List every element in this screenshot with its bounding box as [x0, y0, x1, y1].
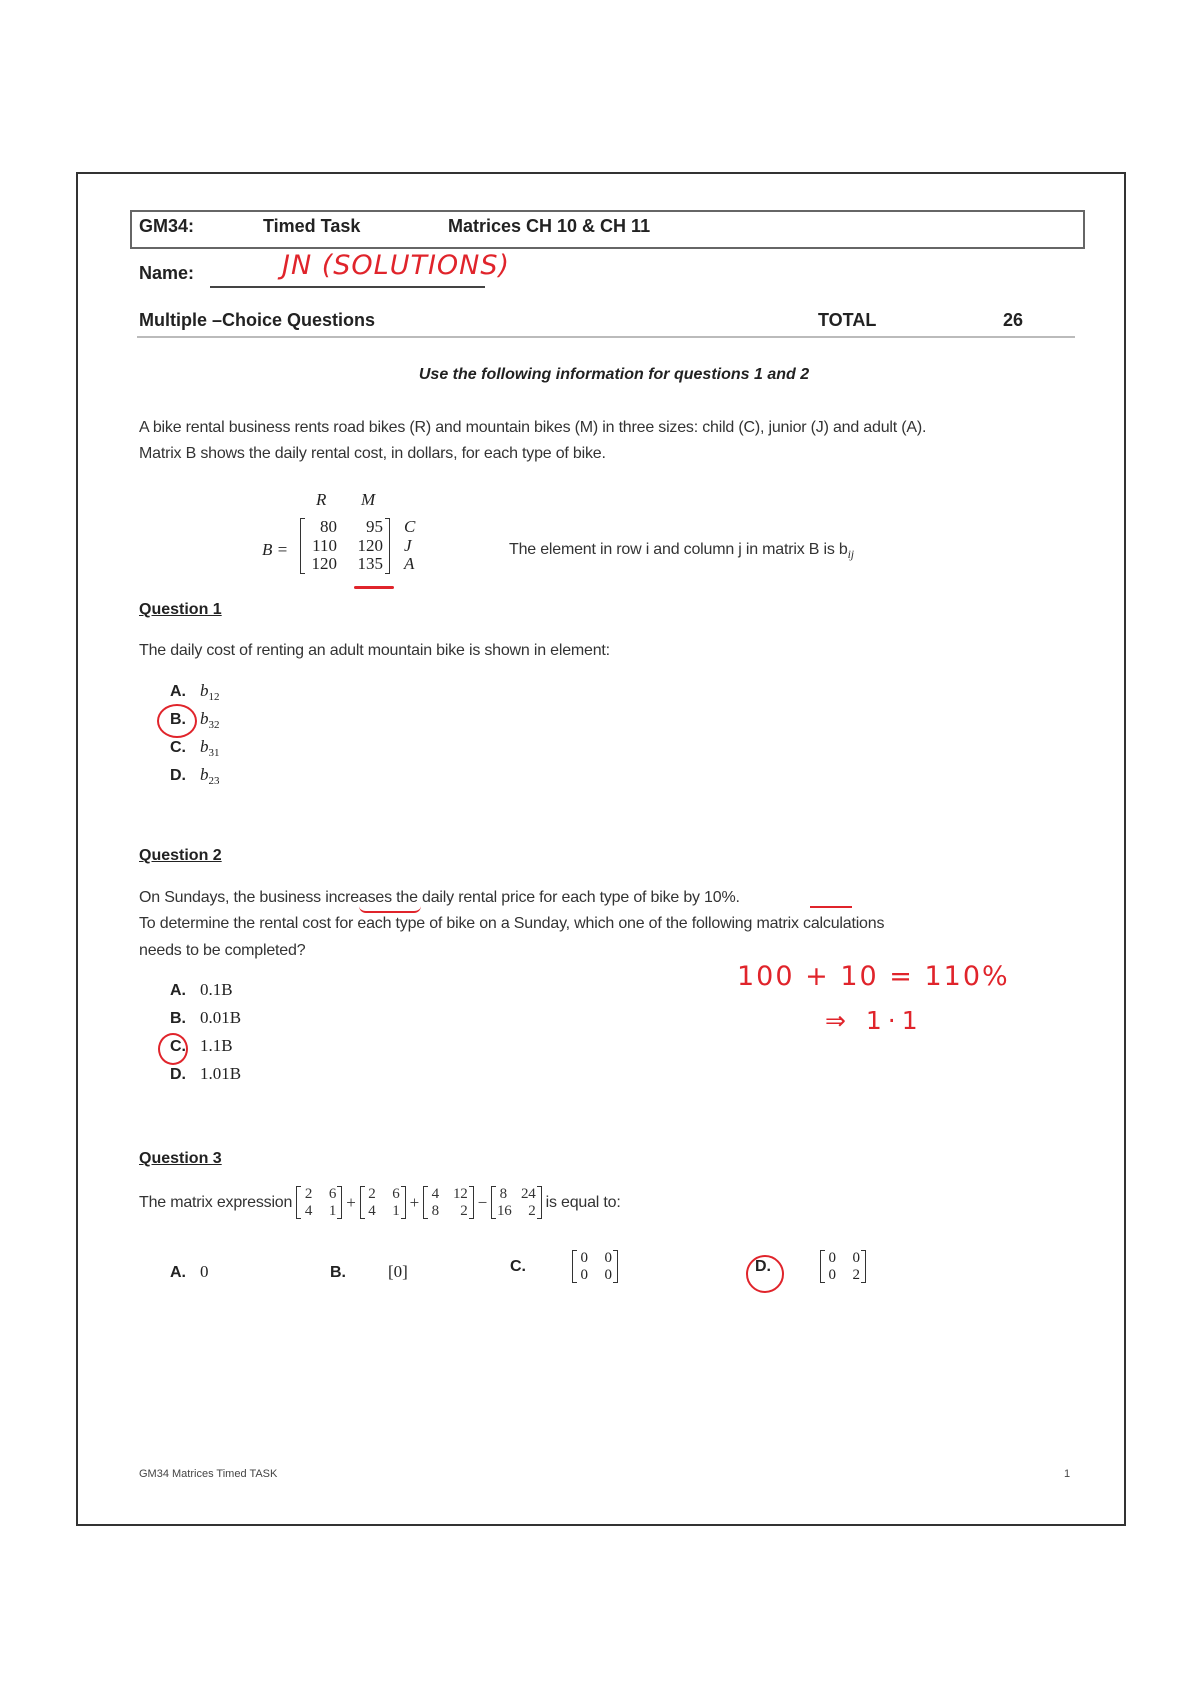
matrix-name: B =: [262, 540, 289, 559]
q3-text-post: is equal to:: [545, 1193, 621, 1211]
question-2-title: Question 2: [139, 847, 222, 864]
q3-option-c[interactable]: [510, 1250, 618, 1283]
task-topic: Matrices CH 10 & CH 11: [448, 216, 651, 236]
matrix-cell: 0: [828, 1250, 836, 1266]
option-value: 0.01B: [200, 1008, 242, 1027]
option-value: b: [200, 681, 209, 700]
option-letter: B.: [170, 711, 186, 728]
element-note: [509, 541, 854, 562]
element-note-sub: ij: [847, 547, 854, 562]
matrix-cell: 4: [304, 1202, 313, 1219]
q3-matrix-3: [423, 1186, 474, 1219]
matrix-cell: 2: [852, 1266, 860, 1283]
annotation-underline-135: [354, 586, 394, 589]
question-2-text-3: needs to be completed?: [139, 942, 306, 959]
instruction: Use the following information for questions 1 and 2: [418, 366, 810, 383]
handwritten-working-1: 100 + 10 = 110%: [737, 961, 1010, 992]
matrix-cell: 6: [328, 1186, 337, 1202]
matrix-cell: 120: [357, 535, 383, 555]
option-letter: A.: [170, 1264, 186, 1281]
matrix-cell: 0: [604, 1250, 612, 1266]
matrix-cell: 110: [312, 535, 337, 555]
option-value: 0.1B: [200, 980, 233, 999]
col-label-r: R: [316, 490, 327, 509]
q1-option-a[interactable]: [170, 681, 220, 703]
option-value: b: [200, 765, 209, 784]
q3-option-a[interactable]: [170, 1262, 209, 1282]
option-matrix: [820, 1250, 866, 1283]
option-letter: D.: [755, 1257, 771, 1275]
total-label: TOTAL: [818, 310, 877, 330]
option-sub: 31: [208, 747, 220, 760]
question-3-title: Question 3: [139, 1150, 222, 1167]
footer-title: GM34 Matrices Timed TASK: [139, 1468, 278, 1480]
info-paragraph-2: Matrix B shows the daily rental cost, in dollars, for each type of bike.: [139, 445, 606, 462]
matrix-cell: 0: [852, 1250, 860, 1266]
matrix-cell: 2: [368, 1186, 376, 1202]
question-1-title: Question 1: [139, 601, 222, 618]
option-matrix: [572, 1250, 618, 1283]
info-paragraph-1: A bike rental business rents road bikes (R) and mountain bikes (M) in three sizes: child (C), junior (J) and adult (A).: [139, 419, 927, 436]
matrix-cell: 0: [604, 1266, 612, 1283]
row-label: C: [404, 517, 416, 536]
name-handwritten: JN (SOLUTIONS): [282, 250, 511, 281]
name-label: Name:: [139, 263, 195, 283]
question-1-text: The daily cost of renting an adult mountain bike is shown in element:: [139, 642, 610, 659]
matrix-cell: 2: [304, 1186, 313, 1202]
option-letter: B.: [330, 1264, 346, 1281]
q2-option-a[interactable]: [170, 980, 233, 1000]
q3-matrix-1: [296, 1186, 342, 1219]
answer-circle-q3: [746, 1255, 784, 1293]
option-letter: A.: [170, 683, 186, 700]
handwritten-working-2: ⇒ 1·1: [825, 1006, 924, 1035]
matrix-cell: 1: [392, 1202, 400, 1219]
row-labels: [404, 518, 415, 574]
section-rule: [137, 336, 1075, 338]
answer-circle-q2: [158, 1033, 188, 1065]
option-value: 1.1B: [200, 1036, 233, 1055]
matrix-cell: 120: [311, 554, 337, 574]
q3-option-b[interactable]: [330, 1262, 408, 1282]
matrix-cell: 135: [357, 554, 383, 574]
matrix-cell: 4: [368, 1202, 376, 1219]
option-letter: B.: [170, 1010, 186, 1027]
matrix-cell: 0: [828, 1266, 836, 1283]
option-value: 1.01B: [200, 1064, 242, 1083]
matrix-cell: 8: [431, 1202, 439, 1219]
matrix-cell: 6: [392, 1186, 400, 1202]
matrix-cell: 12: [452, 1186, 468, 1202]
matrix-cell: 2: [460, 1202, 468, 1219]
q3-text-pre: The matrix expression: [139, 1193, 293, 1211]
option-letter: A.: [170, 982, 186, 999]
matrix-cell: 1: [328, 1202, 337, 1219]
q3-op: +: [346, 1192, 356, 1212]
option-sub: 23: [208, 775, 220, 788]
matrix-cell: 0: [580, 1266, 588, 1283]
annotation-underline-increases: [359, 906, 421, 913]
q3-matrix-2: [360, 1186, 406, 1219]
course-code: GM34:: [139, 216, 195, 236]
option-value: b: [200, 737, 209, 756]
page-number: 1: [1064, 1468, 1071, 1480]
matrix-cell: 80: [320, 517, 337, 536]
option-letter: D.: [170, 767, 186, 784]
matrix-cell: 4: [431, 1186, 439, 1202]
q2-option-d[interactable]: [170, 1064, 241, 1084]
question-2-text-1: On Sundays, the business increases the daily rental price for each type of bike by 10%.: [139, 889, 740, 906]
option-letter: D.: [170, 1066, 186, 1083]
answer-circle-q1: [157, 704, 197, 738]
matrix-cell: 16: [496, 1202, 512, 1219]
option-value: [0]: [388, 1262, 408, 1281]
q1-option-d[interactable]: [170, 765, 220, 787]
col-label-m: M: [361, 490, 376, 509]
matrix-cell: 24: [520, 1186, 536, 1202]
task-type: Timed Task: [263, 216, 361, 236]
option-sub: 32: [208, 719, 220, 732]
option-letter: C.: [170, 1038, 186, 1055]
matrix-cell: 8: [499, 1186, 507, 1202]
matrix-b: [300, 518, 390, 574]
element-note-text: The element in row i and column j in matrix B is b: [509, 541, 848, 558]
row-label: A: [404, 554, 415, 574]
option-sub: 12: [208, 691, 220, 704]
total-value: 26: [1003, 310, 1024, 330]
q1-option-c[interactable]: [170, 737, 220, 759]
name-line: [210, 286, 485, 288]
matrix-cell: 2: [528, 1202, 536, 1219]
matrix-cell: 95: [366, 517, 383, 536]
q3-op: −: [477, 1192, 487, 1212]
option-value: b: [200, 709, 209, 728]
q2-option-b[interactable]: [170, 1008, 241, 1028]
option-letter: C.: [170, 739, 186, 756]
question-2-text-2: To determine the rental cost for each type of bike on a Sunday, which one of the following matrix calculations: [139, 915, 885, 932]
q3-op: +: [409, 1192, 419, 1212]
matrix-cell: 0: [580, 1250, 588, 1266]
option-value: 0: [200, 1262, 209, 1281]
question-3-text: [139, 1186, 621, 1219]
section-title: Multiple –Choice Questions: [139, 310, 376, 330]
row-label: J: [404, 535, 412, 555]
annotation-underline-10-percent: [810, 906, 852, 908]
option-letter: C.: [510, 1257, 526, 1275]
q3-matrix-4: [491, 1186, 542, 1219]
